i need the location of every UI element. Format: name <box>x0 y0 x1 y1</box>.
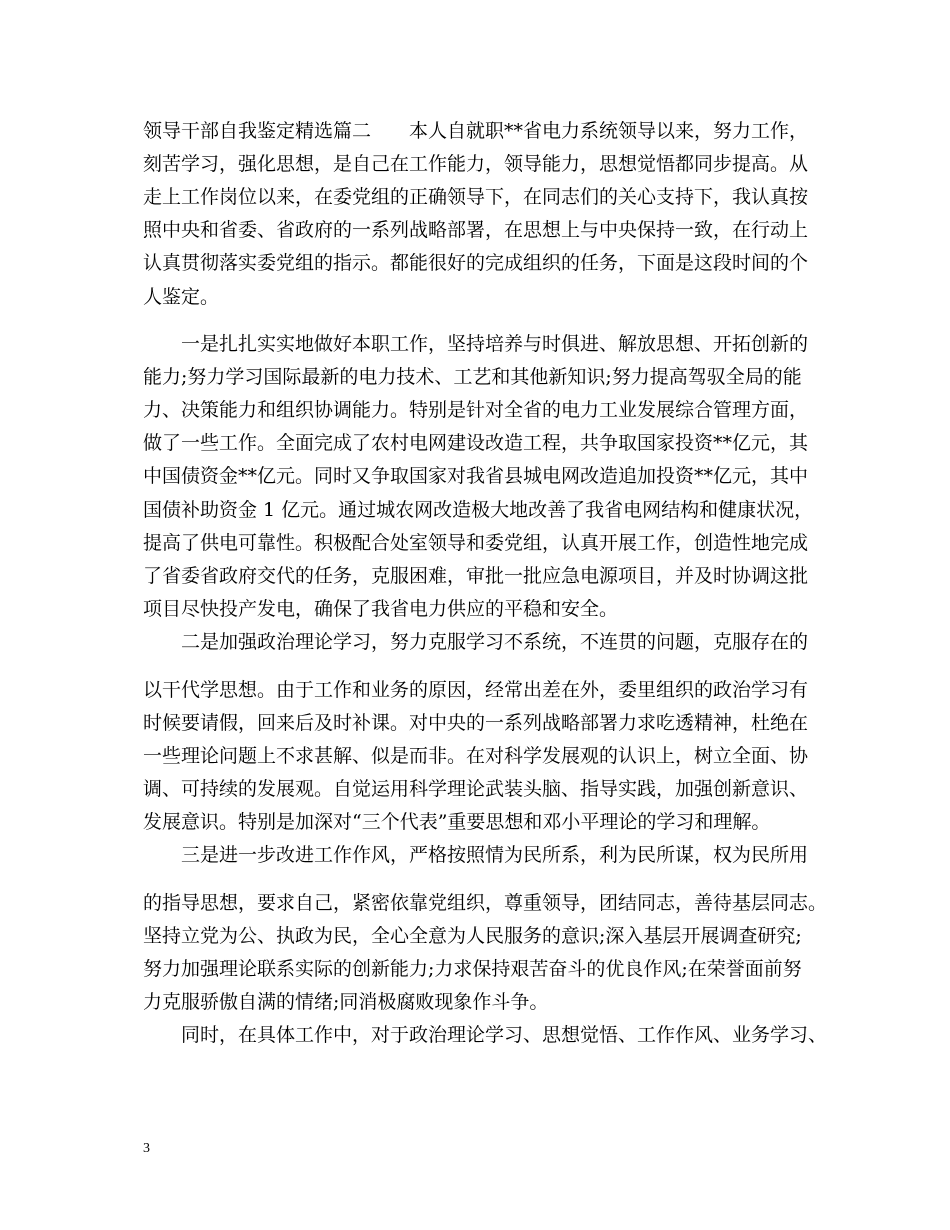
text-line: 能力;努力学习国际最新的电力技术、工艺和其他新知识;努力提高驾驭全局的能 <box>143 366 802 388</box>
text-line: 了省委省政府交代的任务，克服困难，审批一批应急电源项目，并及时协调这批 <box>143 565 809 587</box>
text-line: 坚持立党为公、执政为民，全心全意为人民服务的意识;深入基层开展调查研究; <box>143 925 802 947</box>
text-line: 努力加强理论联系实际的创新能力;力求保持艰苦奋斗的优良作风;在荣誉面前努 <box>143 958 802 980</box>
text-line: 提高了供电可靠性。积极配合处室领导和委党组，认真开展工作，创造性地完成 <box>143 532 809 554</box>
text-line: 认真贯彻落实委党组的指示。都能很好的完成组织的任务，下面是这段时间的个 <box>143 252 809 274</box>
text-line: 以干代学思想。由于工作和业务的原因，经常出差在外，委里组织的政治学习有 <box>143 679 809 701</box>
text-line: 力、决策能力和组织协调能力。特别是针对全省的电力工业发展综合管理方面， <box>143 399 809 421</box>
text-line: 二是加强政治理论学习，努力克服学习不系统，不连贯的问题，克服存在的 <box>143 631 809 653</box>
text-line: 调、可持续的发展观。自觉运用科学理论武装头脑、指导实践，加强创新意识、 <box>143 778 809 800</box>
text-line: 刻苦学习，强化思想，是自己在工作能力，领导能力，思想觉悟都同步提高。从 <box>143 153 809 175</box>
page-number: 3 <box>143 1141 150 1156</box>
text-line: 照中央和省委、省政府的一系列战略部署，在思想上与中央保持一致，在行动上 <box>143 219 809 241</box>
text-line: 时候要请假，回来后及时补课。对中央的一系列战略部署力求吃透精神，杜绝在 <box>143 712 809 734</box>
text-line: 同时，在具体工作中，对于政治理论学习、思想觉悟、工作作风、业务学习、 <box>143 1024 828 1046</box>
text-line: 一些理论问题上不求甚解、似是而非。在对科学发展观的认识上，树立全面、协 <box>143 745 809 767</box>
text-line: 国债补助资金 1 亿元。通过城农网改造极大地改善了我省电网结构和健康状况， <box>143 499 814 521</box>
text-line: 项目尽快投产发电，确保了我省电力供应的平稳和安全。 <box>143 598 619 620</box>
text-line: 中国债资金**亿元。同时又争取国家对我省县城电网改造追加投资**亿元，其中 <box>143 465 809 487</box>
text-line: 力克服骄傲自满的情绪;同消极腐败现象作斗争。 <box>143 991 549 1013</box>
text-line: 人鉴定。 <box>143 286 220 308</box>
text-line: 三是进一步改进工作作风，严格按照情为民所系，利为民所谋，权为民所用 <box>143 844 809 866</box>
text-line: 做了一些工作。全面完成了农村电网建设改造工程，共争取国家投资**亿元，其 <box>143 432 809 454</box>
text-line: 领导干部自我鉴定精选篇二 本人自就职**省电力系统领导以来，努力工作， <box>143 120 809 142</box>
text-line: 一是扎扎实实地做好本职工作，坚持培养与时俱进、解放思想、开拓创新的 <box>143 333 809 355</box>
text-line: 走上工作岗位以来，在委党组的正确领导下，在同志们的关心支持下，我认真按 <box>143 186 809 208</box>
text-line: 发展意识。特别是加深对“三个代表”重要思想和邓小平理论的学习和理解。 <box>143 811 771 833</box>
text-line: 的指导思想，要求自己，紧密依靠党组织，尊重领导，团结同志，善待基层同志。 <box>143 892 828 914</box>
